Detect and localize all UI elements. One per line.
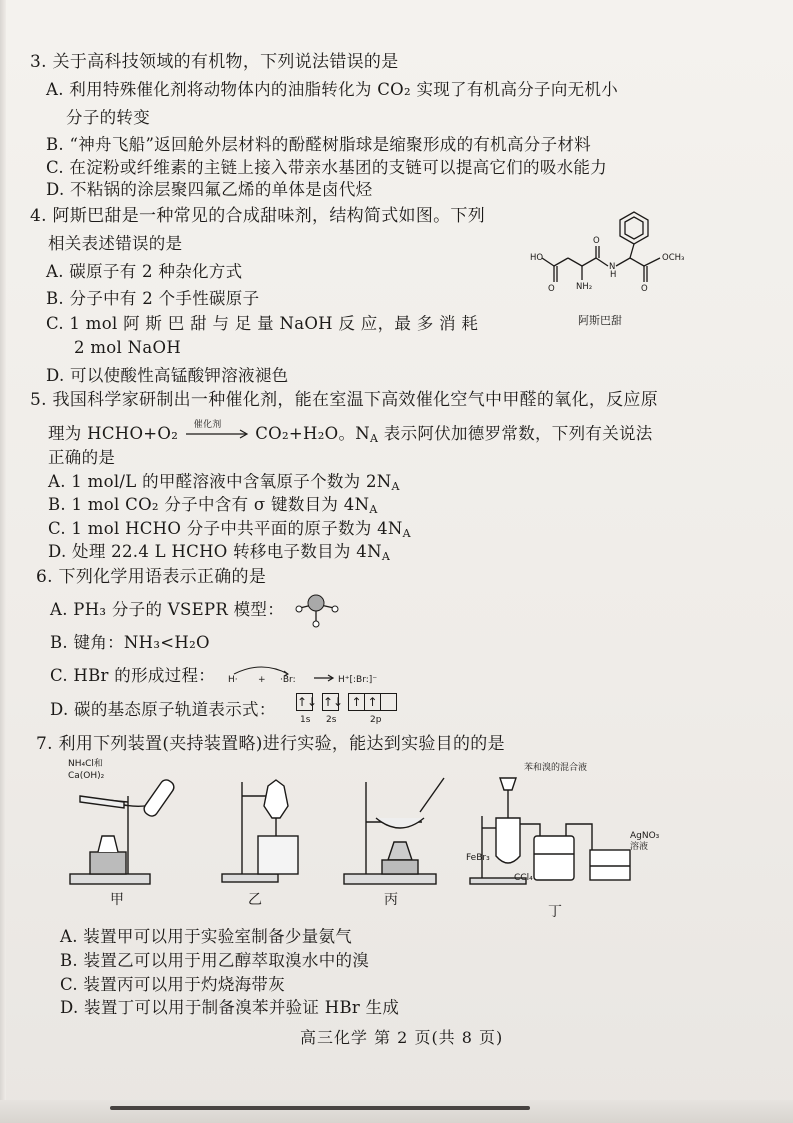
page-edge [0, 0, 6, 1123]
amide-h: H [610, 270, 617, 280]
q6-option-a: A. PH₃ 分子的 VSEPR 模型： [50, 600, 285, 619]
caption-bing: 丙 [384, 892, 398, 908]
caption-ding: 丁 [548, 904, 562, 920]
q7-stem: 7. 利用下列装置(夹持装置略)进行实验，能达到实验目的的是 [36, 734, 505, 754]
q3-stem: 3. 关于高科技领域的有机物，下列说法错误的是 [30, 52, 399, 72]
acid-ho: HO [530, 253, 544, 263]
q5-option-d-text: D. 处理 22.4 L HCHO 转移电子数目为 4N [48, 542, 382, 561]
reaction-arrow [184, 420, 250, 439]
label-nh4cl-2: Ca(OH)₂ [68, 771, 105, 781]
q5-reaction-left: 理为 HCHO+O₂ [48, 424, 179, 443]
page-footer: 高三化学 第 2 页(共 8 页) [300, 1028, 504, 1047]
label-agno3-solution: 溶液 [630, 842, 649, 852]
q3-option-a-cont: 分子的转变 [66, 108, 150, 127]
q5-b-sub: A [369, 503, 378, 516]
caption-yi: 乙 [248, 892, 262, 908]
label-agno3: AgNO₃ [630, 831, 660, 841]
och3-label: OCH₃ [662, 253, 685, 263]
hbr-br: ·Br: [280, 675, 296, 685]
catalyst-label: 催化剂 [193, 420, 222, 430]
q6-option-d: D. 碳的基态原子轨道表示式： [50, 700, 276, 719]
q3-option-c: C. 在淀粉或纤维素的主链上接入带亲水基团的支链可以提高它们的吸水能力 [46, 158, 608, 177]
q3-option-a: A. 利用特殊催化剂将动物体内的油脂转化为 CO₂ 实现了有机高分子向无机小 [46, 80, 619, 99]
q7-option-c: C. 装置丙可以用于灼烧海带灰 [60, 975, 286, 994]
q5-reaction-right: CO₂+H₂O。N [255, 424, 371, 443]
label-febr3: FeBr₃ [466, 853, 490, 863]
q5-option-a [48, 472, 400, 497]
q7-option-a: A. 装置甲可以用于实验室制备少量氨气 [60, 927, 353, 946]
label-ccl4: CCl₄ [514, 873, 533, 883]
orbital-2s-box: ↑↓ [323, 695, 344, 709]
aspartame-caption: 阿斯巴甜 [578, 314, 622, 327]
page-bottom-shadow [0, 1100, 793, 1123]
label-benzene-bromine: 苯和溴的混合液 [524, 763, 588, 773]
q3-option-d: D. 不粘锅的涂层聚四氟乙烯的单体是卤代烃 [46, 180, 373, 199]
q5-option-c-text: C. 1 mol HCHO 分子中共平面的原子数为 4N [48, 519, 403, 538]
q5-stem-cont [48, 420, 653, 449]
label-nh4cl-1: NH₄Cl和 [68, 759, 103, 769]
q5-stem-cont2: 正确的是 [48, 448, 116, 467]
q7-option-d: D. 装置丁可以用于制备溴苯并验证 HBr 生成 [60, 998, 400, 1017]
q5-a-sub: A [391, 480, 400, 493]
q4-stem: 4. 阿斯巴甜是一种常见的合成甜味剂，结构简式如图。下列 [30, 206, 486, 226]
q4-option-a: A. 碳原子有 2 种杂化方式 [46, 262, 243, 281]
q6-option-c: C. HBr 的形成过程： [50, 666, 216, 685]
orbital-label-1s: 1s [300, 715, 311, 725]
q4-option-c: C. 1 mol 阿 斯 巴 甜 与 足 量 NaOH 反 应，最 多 消 耗 [46, 314, 479, 333]
hbr-formation-figure [224, 664, 404, 688]
na-sub: A [370, 432, 379, 445]
q3-option-b: B. “神舟飞船”返回舱外层材料的酚醛树脂球是缩聚形成的有机高分子材料 [46, 135, 591, 154]
q4-option-b: B. 分子中有 2 个手性碳原子 [46, 289, 260, 308]
orbital-label-2s: 2s [326, 715, 337, 725]
orbital-1s-box: ↑↓ [297, 695, 318, 709]
q5-option-b-text: B. 1 mol CO₂ 分子中含有 σ 键数目为 4N [48, 495, 370, 514]
q5-d-sub: A [381, 550, 391, 563]
q5-option-a-text: A. 1 mol/L 的甲醛溶液中含氧原子个数为 2N [48, 472, 392, 491]
hbr-h: H· [228, 675, 238, 685]
acid-o: O [548, 284, 555, 294]
ester-o: O [641, 284, 648, 294]
hbr-plus: + [258, 675, 266, 685]
binding-line [110, 1106, 530, 1110]
q5-c-sub: A [402, 527, 411, 540]
q6-stem: 6. 下列化学用语表示正确的是 [36, 567, 267, 587]
q5-stem: 5. 我国科学家研制出一种催化剂，能在室温下高效催化空气中甲醛的氧化，反应原 [30, 390, 659, 410]
apparatus-figure [62, 756, 662, 926]
hbr-product: H⁺[:Br:]⁻ [338, 675, 378, 685]
q5-option-b [48, 495, 378, 520]
vsepr-model-figure [294, 594, 350, 628]
q5-stem-tail: 表示阿伏加德罗常数，下列有关说法 [378, 424, 653, 443]
q5-option-c [48, 519, 411, 544]
orbital-label-2p: 2p [370, 715, 382, 725]
caption-jia: 甲 [110, 892, 124, 908]
orbital-2p-box-1: ↑ [348, 693, 365, 711]
q7-option-b: B. 装置乙可以用于用乙醇萃取溴水中的溴 [60, 951, 370, 970]
q6-option-b: B. 键角：NH₃<H₂O [50, 633, 210, 652]
q4-stem-cont: 相关表述错误的是 [48, 234, 183, 253]
q5-option-d [48, 542, 390, 567]
orbital-2p-box-3 [380, 693, 397, 711]
orbital-2p-box-2: ↑ [364, 693, 381, 711]
carbonyl-o: O [593, 236, 600, 246]
q4-option-d: D. 可以使酸性高锰酸钾溶液褪色 [46, 366, 289, 385]
amide-n: N [609, 262, 616, 272]
nh2-label: NH₂ [576, 282, 593, 292]
q4-option-c-cont: 2 mol NaOH [74, 338, 182, 357]
